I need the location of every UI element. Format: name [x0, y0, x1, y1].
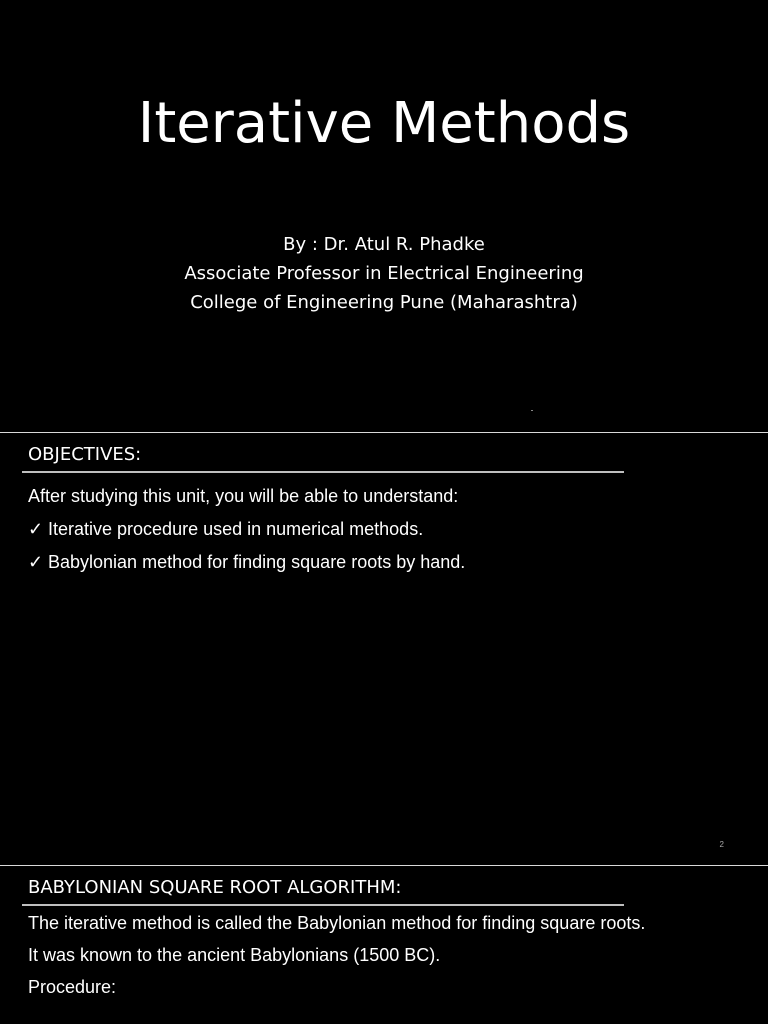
institution-line: College of Engineering Pune (Maharashtra) — [190, 292, 578, 313]
page-number: 2 — [719, 840, 724, 849]
objectives-heading: OBJECTIVES: — [28, 444, 142, 465]
paragraph: The iterative method is called the Babylonian method for finding square roots. — [28, 913, 646, 933]
checkmark-icon: ✓ — [28, 519, 44, 539]
algorithm-slide — [0, 866, 768, 1024]
author-line: By : Dr. Atul R. Phadke — [283, 234, 485, 255]
objectives-body — [28, 485, 668, 584]
objectives-slide — [0, 433, 768, 865]
algorithm-body — [28, 912, 652, 1008]
heading-rule — [22, 904, 624, 906]
checkmark-icon: ✓ — [28, 552, 44, 572]
list-item — [28, 518, 668, 540]
heading-rule — [22, 471, 624, 473]
paragraph: It was known to the ancient Babylonians (1500 BC). — [28, 945, 441, 965]
paragraph: Procedure: — [28, 977, 117, 997]
objectives-intro: After studying this unit, you will be able to understand: — [28, 486, 459, 506]
slide-title: Iterative Methods — [137, 91, 631, 156]
title-slide — [0, 0, 768, 432]
bullet-text: Babylonian method for finding square roots by hand. — [48, 552, 466, 572]
algorithm-heading: BABYLONIAN SQUARE ROOT ALGORITHM: — [28, 877, 402, 898]
list-item — [28, 551, 668, 573]
position-line: Associate Professor in Electrical Engineering — [184, 263, 584, 284]
decorative-dot — [531, 410, 533, 411]
author-block — [0, 230, 768, 317]
bullet-text: Iterative procedure used in numerical methods. — [48, 519, 424, 539]
